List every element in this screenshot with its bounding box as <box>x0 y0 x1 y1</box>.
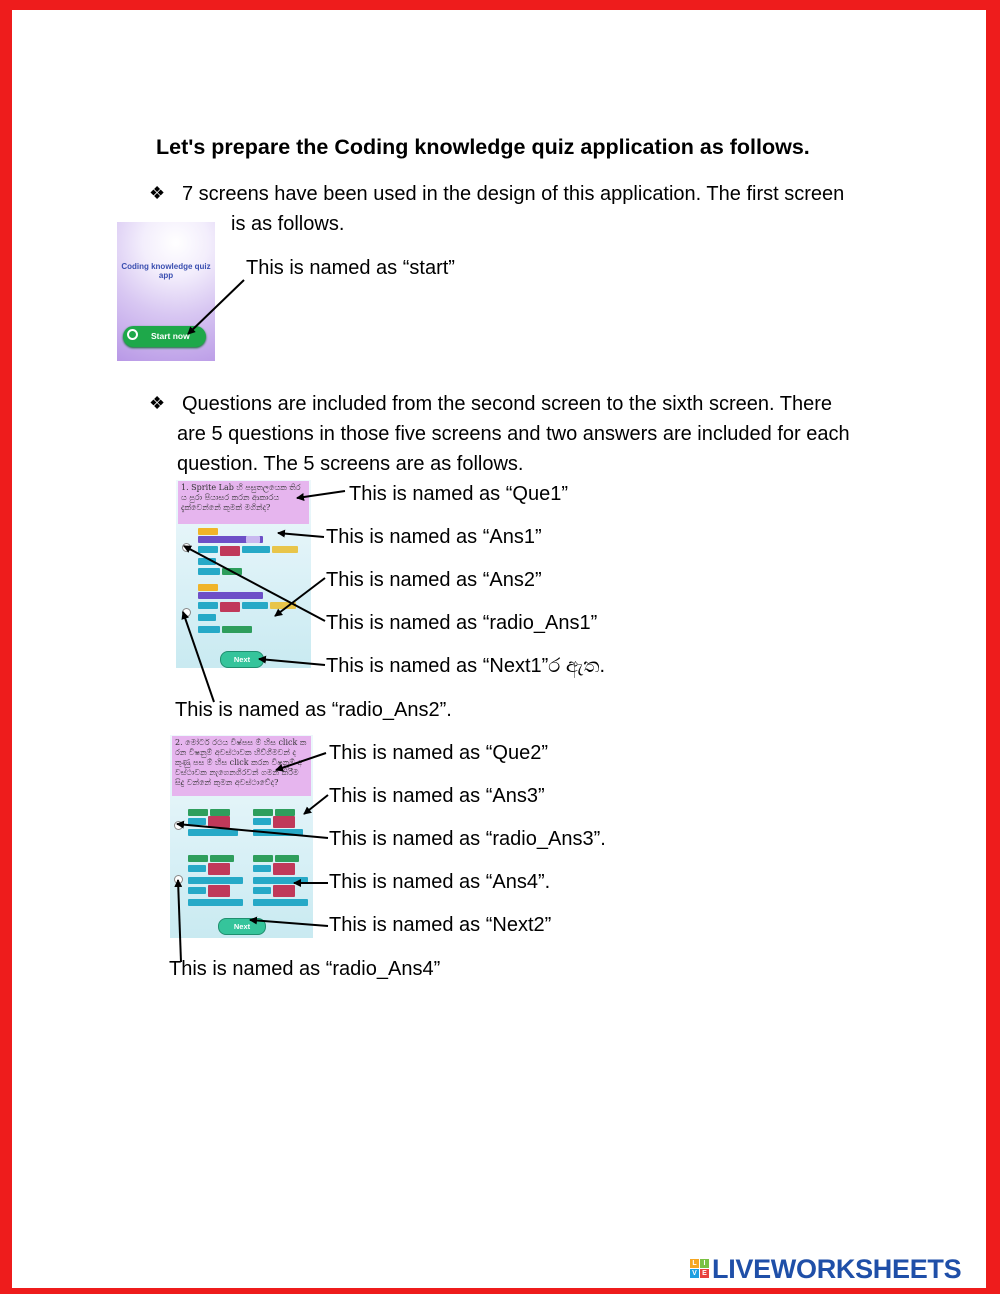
arrow-ans1 <box>278 533 324 537</box>
arrow-ans2 <box>275 578 325 616</box>
para2-line2: are 5 questions in those five screens and two answers are included for each <box>177 423 850 445</box>
logo-letter: V <box>690 1269 699 1278</box>
arrow-radio-ans4 <box>178 880 181 962</box>
arrow-radio-ans1 <box>184 546 325 621</box>
label-radio-ans2: This is named as “radio_Ans2”. <box>175 699 452 721</box>
label-ans3: This is named as “Ans3” <box>329 785 545 807</box>
para1-line1: 7 screens have been used in the design of this application. The first screen <box>182 183 845 205</box>
para1-line2: is as follows. <box>231 213 345 235</box>
arrow-next2 <box>250 920 328 926</box>
liveworksheets-mark-icon <box>690 1259 710 1279</box>
logo-letter: E <box>700 1269 709 1278</box>
logo-letter: I <box>700 1259 709 1268</box>
label-ans4: This is named as “Ans4”. <box>329 871 551 893</box>
para2-line3: question. The 5 screens are as follows. <box>177 453 524 475</box>
arrow-que1 <box>297 491 345 498</box>
bullet-diamond-icon: ❖ <box>149 183 166 203</box>
label-que2: This is named as “Que2” <box>329 742 548 764</box>
label-que1: This is named as “Que1” <box>349 483 568 505</box>
label-next2: This is named as “Next2” <box>329 914 552 936</box>
bullet-diamond-icon: ❖ <box>149 393 166 413</box>
label-radio-ans4: This is named as “radio_Ans4” <box>169 958 441 980</box>
liveworksheets-wordmark: LIVEWORKSHEETS <box>712 1254 962 1284</box>
arrow-next1 <box>259 659 325 665</box>
logo-letter: L <box>690 1259 699 1268</box>
arrow-radio-ans3 <box>177 824 328 838</box>
arrow-que2 <box>276 753 326 770</box>
next1-button[interactable]: Next <box>220 651 264 668</box>
que1-text: 1. Sprite Lab හි පසුතලයෙක තිරය පුරා පියාසර කරන ආකාරය දැක්වෙන්නේ කුමක් මගින්ද? <box>178 481 309 524</box>
label-radio-ans1: This is named as “radio_Ans1” <box>326 612 598 634</box>
para2-line1: Questions are included from the second screen to the sixth screen. There <box>182 393 832 415</box>
que2-text: 2. මෝටර් රථය විෂ්පස ම් හිස click කරන විෂනුම් අවස්ථාවක හිව්ගීමවන් දකුණු පස ම් හිස click කරන විෂනුම් අවස්ථාවක නැගෙනගිරවන් ගමන් කිරීම සිදු වන්නේ කුමන අවස්ථාවේද? <box>172 736 311 796</box>
label-ans1: This is named as “Ans1” <box>326 526 542 548</box>
arrow-ans3 <box>304 795 328 814</box>
page-title: Let's prepare the Coding knowledge quiz application as follows. <box>156 135 810 159</box>
start-app-title: Coding knowledge quiz app <box>121 262 211 280</box>
label-radio-ans3: This is named as “radio_Ans3”. <box>329 828 606 850</box>
caption-start: This is named as “start” <box>246 257 455 279</box>
next2-button[interactable]: Next <box>218 918 266 935</box>
arrow-start <box>188 280 244 334</box>
label-ans2: This is named as “Ans2” <box>326 569 542 591</box>
start-now-label: Start now <box>151 331 190 341</box>
arrow-radio-ans2 <box>183 612 214 702</box>
label-next1: This is named as “Next1”ර ඇත. <box>326 655 606 677</box>
